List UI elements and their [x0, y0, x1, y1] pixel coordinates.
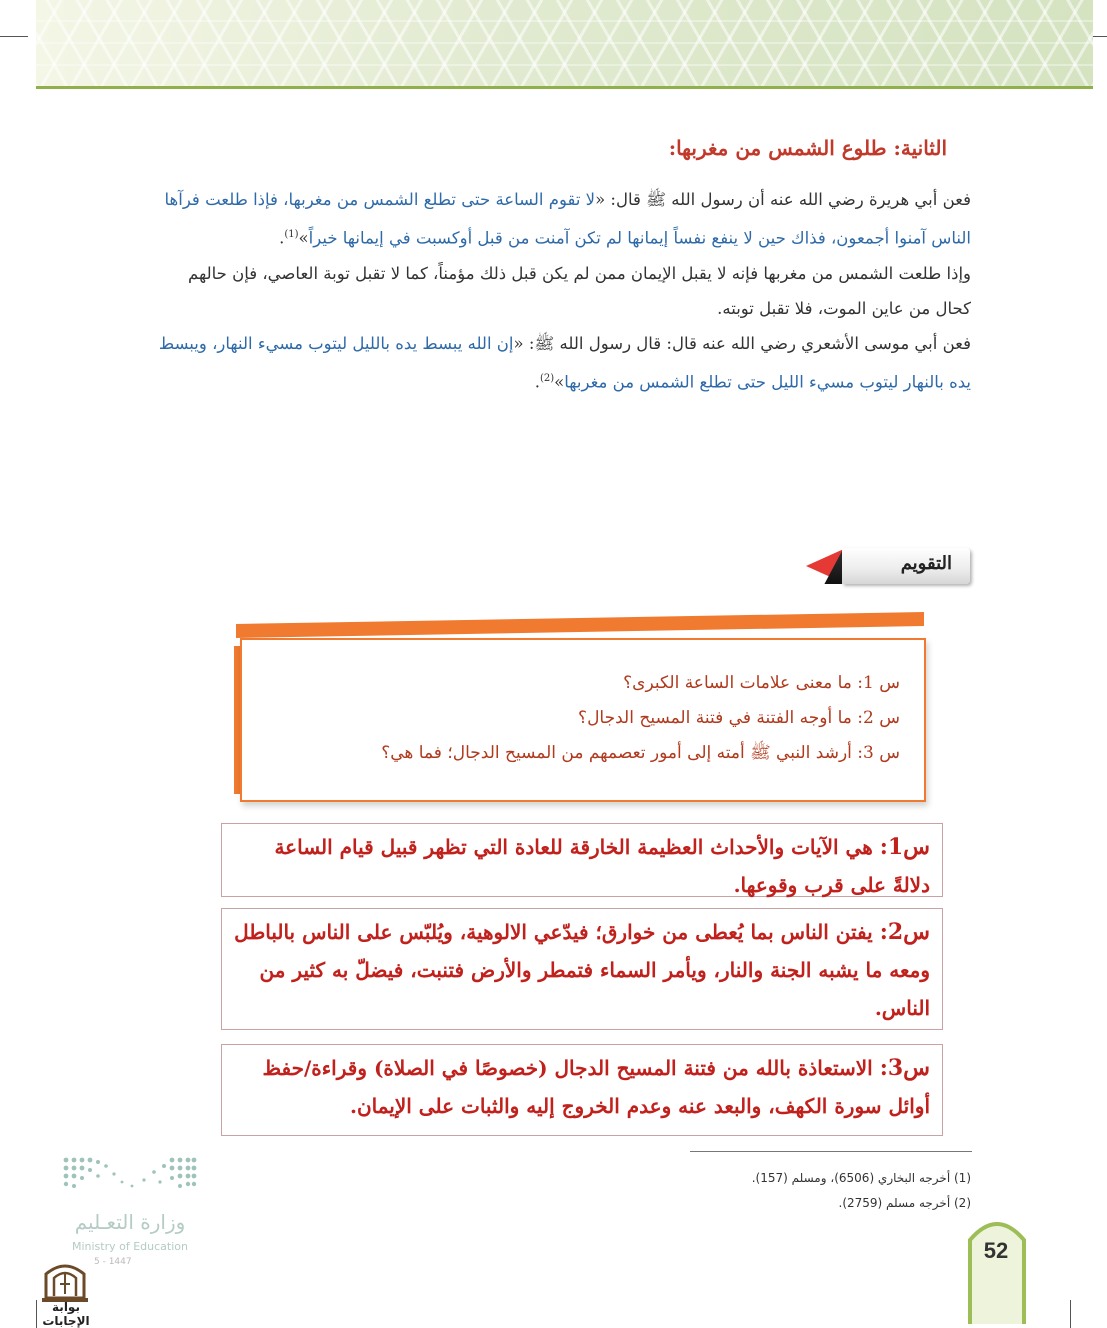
lesson-body — [151, 182, 971, 399]
footnote-item: (2) أخرجه مسلم (2759). — [838, 1196, 971, 1210]
page-number-badge — [966, 1214, 1028, 1324]
footnotes — [671, 1166, 971, 1216]
hadith-quote: إن الله يبسط يده بالليل ليتوب مسيء النهار، ويبسط يده بالنهار ليتوب مسيء الليل حتى تطلع الشمس من مغربها — [158, 333, 971, 391]
answer-text — [222, 909, 942, 1027]
answer-body: يفتن الناس بما يُعطى من خوارق؛ فيدّعي الالوهية، ويُلبّس على الناس بالباطل ومعه ما يشبه الجنة والنار، ويأمر السماء فتمطر والأرض فتنبت، فيضلّ به كثير من الناس. — [234, 920, 930, 1020]
ministry-name-en: Ministry of Education — [71, 1240, 188, 1253]
text-segment: . — [279, 228, 285, 248]
answer-body: الاستعاذة بالله من فتنة المسيح الدجال (خصوصًا في الصلاة) وقراءة/حفظ أوائل سورة الكهف، والبعد عنه وعدم الخروج إليه والثبات على الإيمان. — [262, 1056, 930, 1118]
header-divider — [36, 86, 1093, 89]
text-segment: » — [298, 228, 309, 248]
answer-number: س2: — [879, 919, 930, 945]
answer-box-2 — [221, 908, 943, 1030]
header-pattern-band — [36, 0, 1093, 88]
answer-body: هي الآيات والأحداث العظيمة الخارقة للعادة التي تظهر قبيل قيام الساعة دلالةً على قرب وقوعها. — [274, 835, 930, 897]
question-item: س 1: ما معنى علامات الساعة الكبرى؟ — [623, 673, 900, 693]
section-title: الثانية: طلوع الشمس من مغربها: — [668, 136, 947, 160]
text-segment: » — [554, 372, 565, 391]
paragraph-repentance: وإذا طلعت الشمس من مغربها فإنه لا يقبل الإيمان ممن لم يكن قبل ذلك مؤمناً، كما لا تقبل توبة العاصي، فإن حالهم كحال من عاين الموت، فلا تقبل توبته. — [187, 263, 971, 318]
page-number: 52 — [983, 1238, 1009, 1263]
answer-box-1 — [221, 823, 943, 897]
question-item: س 2: ما أوجه الفتنة في فتنة المسيح الدجال؟ — [578, 708, 900, 728]
crop-mark — [1070, 1300, 1071, 1328]
question-list — [260, 666, 900, 771]
answer-number: س1: — [879, 834, 930, 860]
question-item: س 3: أرشد النبي ﷺ أمته إلى أمور تعصمهم من المسيح الدجال؛ فما هي؟ — [381, 743, 900, 763]
hadith-quote: لا تقوم الساعة حتى تطلع الشمس من مغربها، فإذا طلعت فرآها الناس آمنوا أجمعون، فذاك حين لا ينفع نفساً إيمانها لم تكن آمنت من قبل أوكسبت في إيمانها خيراً — [164, 190, 971, 248]
evaluation-tag — [806, 548, 970, 584]
footnote-divider — [690, 1151, 972, 1152]
question-frame-top — [236, 612, 924, 638]
answer-box-3 — [221, 1044, 943, 1136]
paragraph-hadith-abu-musa — [151, 326, 971, 400]
answer-text — [222, 824, 942, 904]
evaluation-label: التقويم — [900, 553, 952, 574]
text-segment: فعن أبي هريرة رضي الله عنه أن رسول الله ﷺ قال: « — [595, 190, 971, 209]
answer-number: س3: — [879, 1055, 930, 1081]
footnote-ref: (1) — [284, 229, 299, 240]
text-segment: فعن أبي موسى الأشعري رضي الله عنه قال: قال رسول الله ﷺ: « — [513, 333, 971, 353]
footnote-item: (1) أخرجه البخاري (6506)، ومسلم (157). — [751, 1171, 971, 1185]
edition-year: 5 - 1447 — [94, 1257, 132, 1267]
text-segment: . — [534, 372, 540, 391]
ministry-logo — [60, 1154, 200, 1267]
paragraph-hadith-abu-hurairah — [151, 182, 971, 256]
footnote-ref: (2) — [539, 372, 555, 384]
answers-portal-name: بوابة الإجابات — [42, 1300, 90, 1328]
crop-mark — [0, 36, 28, 37]
ministry-name-ar: وزارة التعـليم — [74, 1210, 186, 1234]
answer-text — [222, 1045, 942, 1125]
ministry-dots-icon — [60, 1154, 200, 1196]
question-box — [240, 638, 926, 802]
